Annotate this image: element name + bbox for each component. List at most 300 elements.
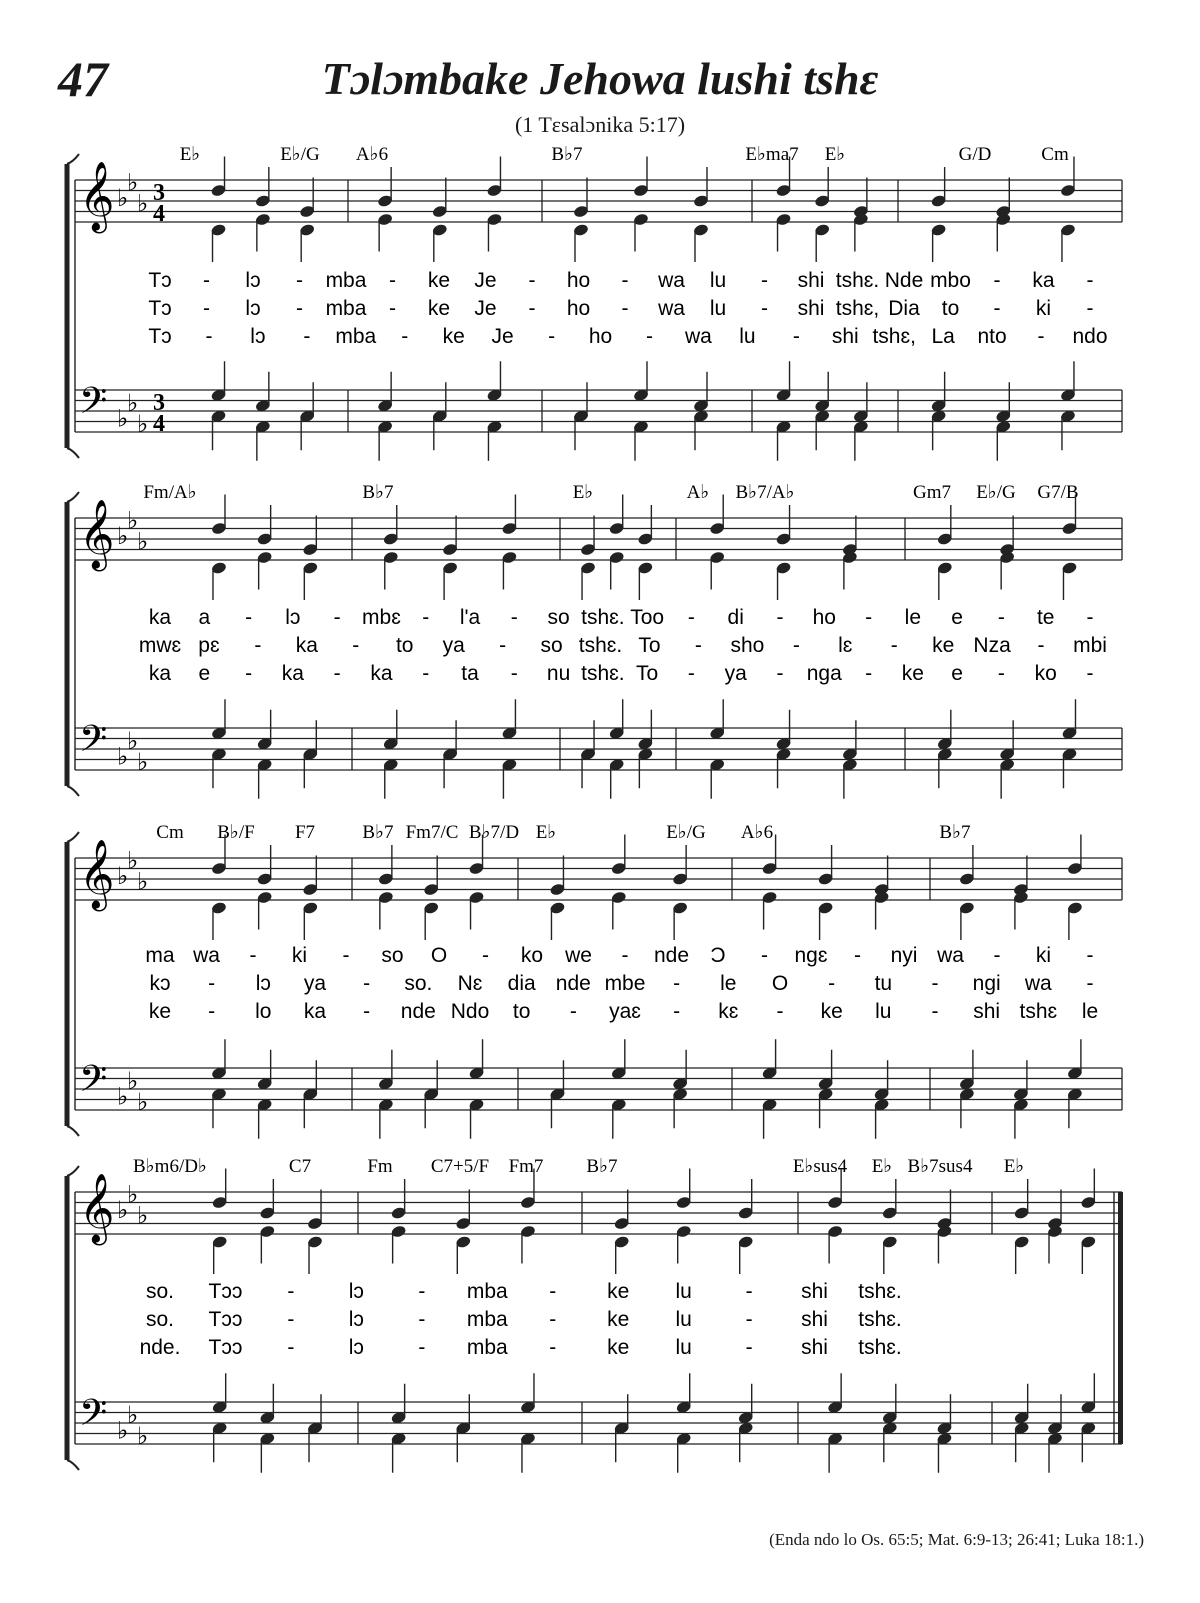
chord-symbol: C7+5/F bbox=[430, 1156, 490, 1177]
lyric-syllable: so. bbox=[145, 1280, 175, 1303]
lyric-syllable: mbe bbox=[604, 972, 646, 995]
time-signature: 3 bbox=[153, 180, 165, 206]
lyric-syllable: mbo bbox=[930, 269, 971, 292]
chord-symbol: Gm7 bbox=[913, 482, 951, 503]
lyric-syllable: ke bbox=[442, 325, 465, 348]
lyric-syllable: ma bbox=[145, 944, 175, 967]
lyric-syllable: tshɛ, bbox=[872, 325, 916, 348]
lyric-syllable: wa bbox=[1024, 972, 1052, 995]
lyric-syllable: so. bbox=[404, 972, 433, 995]
lyric-syllable: - bbox=[549, 1280, 557, 1303]
lyric-syllable: - bbox=[363, 972, 371, 995]
chord-symbol: E♭ bbox=[871, 1156, 893, 1177]
lyric-syllable: Je bbox=[491, 325, 514, 348]
lyric-syllable: - bbox=[342, 944, 350, 967]
lyric-syllable: - bbox=[422, 606, 430, 629]
lyric-syllable: - bbox=[1086, 972, 1094, 995]
lyric-syllable: ke bbox=[607, 1336, 630, 1359]
lyric-syllable: ke bbox=[427, 297, 451, 320]
lyric-syllable: shi bbox=[801, 1336, 828, 1359]
lyric-syllable: - bbox=[528, 297, 536, 320]
lyric-syllable: ta bbox=[461, 662, 479, 685]
lyric-syllable: Tɔ bbox=[148, 269, 172, 292]
footnote-references: (Enda ndo lo Os. 65:5; Mat. 6:9-13; 26:41; Luka 18:1.) bbox=[769, 1530, 1144, 1549]
lyric-syllable: ka bbox=[1032, 269, 1055, 292]
lyric-syllable: lɔ bbox=[348, 1308, 364, 1331]
time-signature: 4 bbox=[153, 411, 165, 437]
lyric-syllable: tshɛ, bbox=[835, 297, 880, 320]
lyric-syllable: shi bbox=[801, 1308, 828, 1331]
lyric-syllable: ke bbox=[820, 1000, 843, 1023]
flat-sign: ♭ bbox=[127, 1402, 139, 1429]
lyric-syllable: wa bbox=[937, 944, 964, 967]
lyric-syllable: tshɛ. bbox=[858, 1308, 902, 1331]
lyric-syllable: to bbox=[941, 297, 960, 320]
lyric-syllable: lɔ bbox=[245, 269, 261, 292]
chord-symbol: B♭7 bbox=[362, 822, 394, 843]
lyric-syllable: - bbox=[673, 1000, 681, 1023]
lyric-syllable: - bbox=[931, 972, 939, 995]
lyric-syllable: La bbox=[931, 325, 955, 348]
lyric-syllable: Tɔɔ bbox=[208, 1336, 243, 1359]
lyric-syllable: Tɔ bbox=[148, 297, 172, 320]
chord-symbol: C7 bbox=[288, 1156, 312, 1177]
lyric-syllable: - bbox=[931, 1000, 939, 1023]
lyric-syllable: ke bbox=[932, 634, 955, 657]
lyric-syllable: - bbox=[1037, 325, 1045, 348]
lyric-syllable: mba bbox=[466, 1280, 508, 1303]
flat-sign: ♭ bbox=[137, 529, 149, 556]
lyric-syllable: ka bbox=[281, 662, 304, 685]
lyric-syllable: so. bbox=[145, 1308, 175, 1331]
bass-clef: 𝄢 bbox=[79, 380, 108, 431]
lyric-syllable: ho bbox=[566, 297, 591, 320]
lyric-syllable: di bbox=[727, 606, 744, 629]
chord-symbol: E♭ma7 bbox=[745, 144, 799, 165]
lyric-syllable: - bbox=[890, 634, 898, 657]
lyric-syllable: - bbox=[993, 297, 1001, 320]
lyric-syllable: - bbox=[510, 606, 518, 629]
lyric-syllable: nde bbox=[653, 944, 690, 967]
lyric-syllable: lɔ bbox=[348, 1280, 364, 1303]
lyric-syllable: - bbox=[761, 297, 768, 320]
system-bracket bbox=[67, 1126, 79, 1136]
treble-clef: 𝄞 bbox=[79, 1173, 115, 1243]
lyric-syllable: so bbox=[381, 944, 404, 967]
lyric-syllable: nyi bbox=[890, 944, 918, 967]
lyric-syllable: mba bbox=[466, 1308, 508, 1331]
lyric-syllable: to bbox=[395, 634, 414, 657]
lyric-syllable: ka bbox=[303, 1000, 327, 1023]
lyric-syllable: - bbox=[287, 1280, 295, 1303]
lyric-syllable: - bbox=[621, 269, 629, 292]
lyric-syllable: - bbox=[510, 662, 518, 685]
lyric-syllable: wa bbox=[684, 325, 712, 348]
lyric-syllable: - bbox=[569, 1000, 577, 1023]
flat-sign: ♭ bbox=[117, 406, 129, 433]
chord-symbol: E♭ bbox=[179, 144, 201, 165]
lyric-syllable: ka bbox=[148, 606, 172, 629]
lyric-syllable: To bbox=[636, 662, 659, 685]
lyric-syllable: wa bbox=[658, 269, 685, 292]
lyric-syllable: - bbox=[761, 944, 768, 967]
lyric-syllable: ke bbox=[607, 1308, 630, 1331]
lyric-syllable: - bbox=[776, 606, 784, 629]
lyric-syllable: - bbox=[865, 606, 873, 629]
treble-clef: 𝄞 bbox=[79, 839, 115, 909]
lyric-syllable: - bbox=[694, 634, 702, 657]
lyric-syllable: mbɛ bbox=[362, 606, 401, 629]
lyric-syllable: sho bbox=[730, 634, 765, 657]
flat-sign: ♭ bbox=[117, 1084, 129, 1111]
lyric-syllable: - bbox=[1086, 944, 1094, 967]
lyric-syllable: ki bbox=[1035, 297, 1052, 320]
lyric-syllable: tshɛ bbox=[1019, 1000, 1058, 1023]
system-bracket bbox=[67, 1460, 79, 1470]
lyric-syllable: - bbox=[287, 1308, 295, 1331]
lyric-syllable: - bbox=[245, 662, 253, 685]
flat-sign: ♭ bbox=[117, 524, 129, 550]
lyric-syllable: lu bbox=[709, 269, 727, 292]
system-bracket bbox=[67, 492, 79, 502]
lyric-syllable: - bbox=[548, 325, 556, 348]
lyric-syllable: nde bbox=[400, 1000, 436, 1023]
lyric-syllable: mwɛ bbox=[138, 634, 182, 657]
flat-sign: ♭ bbox=[117, 1198, 129, 1224]
lyric-syllable: O bbox=[430, 944, 448, 967]
chord-symbol: B♭7 bbox=[939, 822, 971, 843]
lyric-syllable: - bbox=[792, 634, 800, 657]
chord-symbol: B♭7 bbox=[586, 1156, 618, 1177]
lyric-syllable: lu bbox=[709, 297, 727, 320]
lyric-syllable: - bbox=[1086, 606, 1094, 629]
lyric-syllable: - bbox=[352, 634, 360, 657]
flat-sign: ♭ bbox=[127, 728, 139, 755]
chord-symbol: E♭/G bbox=[976, 482, 1016, 503]
lyric-syllable: e bbox=[951, 662, 963, 685]
lyric-syllable: lɛ bbox=[838, 634, 853, 657]
lyric-syllable: - bbox=[621, 297, 629, 320]
chord-symbol: F7 bbox=[294, 822, 316, 843]
chord-symbol: E♭ bbox=[1003, 1156, 1025, 1177]
lyric-syllable: nga bbox=[806, 662, 842, 685]
flat-sign: ♭ bbox=[127, 1068, 139, 1095]
flat-sign: ♭ bbox=[117, 1418, 129, 1445]
flat-sign: ♭ bbox=[137, 191, 149, 218]
lyric-syllable: lu bbox=[739, 325, 756, 348]
lyric-syllable: lɔ bbox=[250, 325, 266, 348]
lyric-syllable: shi bbox=[797, 269, 825, 292]
lyric-syllable: lɔ bbox=[255, 972, 271, 995]
lyric-syllable: mba bbox=[325, 297, 367, 320]
lyric-syllable: ya bbox=[303, 972, 327, 995]
lyric-syllable: ka bbox=[295, 634, 318, 657]
lyric-syllable: ke bbox=[901, 662, 924, 685]
chord-symbol: B♭7sus4 bbox=[907, 1156, 973, 1177]
lyric-syllable: lɔ bbox=[245, 297, 261, 320]
lyric-syllable: Nde bbox=[884, 269, 924, 292]
lyric-syllable: e bbox=[951, 606, 963, 629]
lyric-syllable: - bbox=[1086, 297, 1094, 320]
lyric-syllable: Nza bbox=[973, 634, 1011, 657]
lyric-syllable: Tɔɔ bbox=[208, 1308, 243, 1331]
lyric-syllable: - bbox=[203, 269, 210, 292]
flat-sign: ♭ bbox=[127, 848, 139, 875]
chord-symbol: B♭7 bbox=[362, 482, 394, 503]
lyric-syllable: te bbox=[1036, 606, 1055, 629]
lyric-syllable: - bbox=[1086, 662, 1094, 685]
lyric-syllable: - bbox=[249, 944, 257, 967]
lyric-syllable: Nɛ bbox=[457, 972, 483, 995]
lyric-syllable: kɔ bbox=[149, 972, 171, 995]
lyric-syllable: ki bbox=[291, 944, 308, 967]
flat-sign: ♭ bbox=[137, 749, 149, 776]
lyric-syllable: mba bbox=[466, 1336, 508, 1359]
flat-sign: ♭ bbox=[127, 170, 139, 197]
lyric-syllable: ke bbox=[607, 1280, 630, 1303]
lyric-syllable: so bbox=[540, 634, 563, 657]
lyric-syllable: lu bbox=[675, 1336, 692, 1359]
lyric-syllable: - bbox=[745, 1308, 753, 1331]
chord-symbol: E♭ bbox=[824, 144, 846, 165]
lyric-syllable: ko bbox=[520, 944, 544, 967]
lyric-syllable: ke bbox=[427, 269, 451, 292]
system-bracket bbox=[67, 448, 79, 458]
lyric-syllable: mba bbox=[335, 325, 377, 348]
lyric-syllable: ndo bbox=[1072, 325, 1108, 348]
lyric-syllable: ka bbox=[370, 662, 393, 685]
lyric-syllable: mba bbox=[325, 269, 367, 292]
lyric-syllable: - bbox=[549, 1336, 557, 1359]
lyric-syllable: tshɛ. bbox=[578, 634, 623, 657]
lyric-syllable: nto bbox=[977, 325, 1007, 348]
flat-sign: ♭ bbox=[127, 1182, 139, 1209]
lyric-syllable: - bbox=[389, 297, 396, 320]
lyric-syllable: le bbox=[720, 972, 737, 995]
lyric-syllable: lu bbox=[875, 1000, 892, 1023]
lyric-syllable: - bbox=[997, 606, 1005, 629]
lyric-syllable: - bbox=[363, 1000, 371, 1023]
system-bracket bbox=[67, 154, 79, 164]
lyric-syllable: - bbox=[993, 944, 1001, 967]
lyric-syllable: tshɛ. bbox=[858, 1336, 902, 1359]
lyric-syllable: - bbox=[645, 325, 653, 348]
chord-symbol: E♭ bbox=[572, 482, 594, 503]
chord-symbol: B♭7/D bbox=[468, 822, 520, 843]
lyric-syllable: - bbox=[303, 325, 311, 348]
chord-symbol: A♭6 bbox=[740, 822, 774, 843]
lyric-syllable: nde. bbox=[139, 1336, 181, 1359]
lyric-syllable: - bbox=[422, 662, 430, 685]
scripture-reference: (1 Tɛsalɔnika 5:17) bbox=[514, 112, 686, 137]
lyric-syllable: O bbox=[771, 972, 789, 995]
lyric-syllable: - bbox=[745, 1280, 753, 1303]
lyric-syllable: tshɛ. bbox=[581, 606, 625, 629]
lyric-syllable: - bbox=[205, 325, 213, 348]
lyric-syllable: - bbox=[296, 297, 303, 320]
flat-sign: ♭ bbox=[117, 744, 129, 771]
lyric-syllable: ho bbox=[812, 606, 836, 629]
flat-sign: ♭ bbox=[137, 1089, 149, 1116]
chord-symbol: Cm bbox=[1041, 144, 1069, 165]
lyric-syllable: wa bbox=[658, 297, 685, 320]
chord-symbol: Fm7 bbox=[508, 1156, 544, 1177]
lyric-syllable: Dia bbox=[888, 297, 920, 320]
flat-sign: ♭ bbox=[137, 411, 149, 438]
lyric-syllable: so bbox=[547, 606, 570, 629]
lyric-syllable: - bbox=[418, 1336, 426, 1359]
lyric-syllable: - bbox=[287, 1336, 295, 1359]
treble-clef: 𝄞 bbox=[79, 499, 115, 569]
lyric-syllable: nde bbox=[555, 972, 591, 995]
lyric-syllable: ki bbox=[1035, 944, 1052, 967]
lyric-syllable: Ndo bbox=[450, 1000, 490, 1023]
chord-symbol: B♭/F bbox=[217, 822, 255, 843]
lyric-syllable: - bbox=[621, 944, 629, 967]
lyric-syllable: ke bbox=[148, 1000, 172, 1023]
chord-symbol: B♭m6/D♭ bbox=[133, 1156, 207, 1177]
lyric-syllable: - bbox=[333, 606, 341, 629]
final-barline bbox=[1118, 1192, 1123, 1444]
lyric-syllable: we bbox=[565, 944, 592, 967]
lyric-syllable: - bbox=[997, 662, 1005, 685]
lyric-syllable: tshɛ. bbox=[835, 269, 880, 292]
system-bracket bbox=[67, 1166, 79, 1176]
lyric-syllable: lɔ bbox=[348, 1336, 364, 1359]
system-bracket bbox=[67, 786, 79, 796]
lyric-syllable: - bbox=[673, 972, 681, 995]
treble-clef: 𝄞 bbox=[79, 161, 115, 231]
lyric-syllable: - bbox=[333, 662, 341, 685]
lyric-syllable: pɛ bbox=[198, 634, 220, 657]
lyric-syllable: - bbox=[254, 634, 262, 657]
lyric-syllable: - bbox=[865, 662, 873, 685]
lyric-syllable: kɛ bbox=[718, 1000, 739, 1023]
lyric-syllable: - bbox=[993, 269, 1001, 292]
lyric-syllable: - bbox=[687, 606, 695, 629]
lyric-syllable: - bbox=[203, 297, 210, 320]
lyric-syllable: Tɔ bbox=[148, 325, 172, 348]
chord-symbol: E♭/G bbox=[666, 822, 706, 843]
lyric-syllable: - bbox=[208, 972, 216, 995]
chord-symbol: A♭6 bbox=[355, 144, 389, 165]
bass-clef: 𝄢 bbox=[79, 1058, 108, 1109]
lyric-syllable: To bbox=[638, 634, 661, 657]
chord-symbol: B♭7 bbox=[551, 144, 583, 165]
lyric-syllable: mbi bbox=[1073, 634, 1107, 657]
lyric-syllable: tshɛ. bbox=[581, 662, 625, 685]
lyric-syllable: - bbox=[549, 1308, 557, 1331]
lyric-syllable: ko bbox=[1034, 662, 1057, 685]
flat-sign: ♭ bbox=[117, 864, 129, 890]
lyric-syllable: ngɛ bbox=[794, 944, 828, 967]
chord-symbol: Fm7/C bbox=[405, 822, 459, 843]
lyric-syllable: - bbox=[245, 606, 253, 629]
lyric-syllable: lo bbox=[255, 1000, 272, 1023]
chord-symbol: Fm/A♭ bbox=[143, 482, 197, 503]
flat-sign: ♭ bbox=[137, 1203, 149, 1230]
flat-sign: ♭ bbox=[127, 390, 139, 417]
chord-symbol: E♭sus4 bbox=[792, 1156, 848, 1177]
lyric-syllable: ya bbox=[442, 634, 465, 657]
lyric-syllable: dia bbox=[507, 972, 536, 995]
lyric-syllable: shi bbox=[831, 325, 859, 348]
lyric-syllable: - bbox=[854, 944, 861, 967]
lyric-syllable: - bbox=[1086, 269, 1094, 292]
lyric-syllable: - bbox=[792, 325, 800, 348]
lyric-syllable: - bbox=[401, 325, 409, 348]
bass-clef: 𝄢 bbox=[79, 1392, 108, 1443]
chord-symbol: B♭7/A♭ bbox=[735, 482, 795, 503]
lyric-syllable: - bbox=[776, 1000, 784, 1023]
lyric-syllable: tshɛ. bbox=[858, 1280, 902, 1303]
lyric-syllable: nu bbox=[546, 662, 571, 685]
lyric-syllable: Je bbox=[474, 297, 497, 320]
lyric-syllable: Tɔɔ bbox=[208, 1280, 243, 1303]
chord-symbol: Cm bbox=[156, 822, 184, 843]
hymn-number: 47 bbox=[58, 51, 108, 107]
lyric-syllable: - bbox=[296, 269, 303, 292]
system-bracket bbox=[67, 832, 79, 842]
lyric-syllable: - bbox=[499, 634, 507, 657]
lyric-syllable: a bbox=[198, 606, 211, 629]
time-signature: 4 bbox=[153, 201, 165, 227]
lyric-syllable: ka bbox=[148, 662, 172, 685]
lyric-syllable: - bbox=[208, 1000, 216, 1023]
lyric-syllable: shi bbox=[797, 297, 825, 320]
lyric-syllable: - bbox=[418, 1308, 426, 1331]
bass-clef: 𝄢 bbox=[79, 718, 108, 769]
chord-symbol: E♭ bbox=[535, 822, 557, 843]
lyric-syllable: Too bbox=[630, 606, 665, 629]
lyric-syllable: le bbox=[904, 606, 922, 629]
lyric-syllable: le bbox=[1081, 1000, 1099, 1023]
lyric-syllable: lu bbox=[675, 1308, 692, 1331]
hymn-title: Tɔlɔmbake Jehowa lushi tshɛ bbox=[321, 53, 879, 104]
lyric-syllable: tu bbox=[874, 972, 893, 995]
lyric-syllable: ngi bbox=[972, 972, 1001, 995]
lyric-syllable: shi bbox=[973, 1000, 1001, 1023]
lyric-syllable: to bbox=[512, 1000, 531, 1023]
lyric-syllable: ho bbox=[588, 325, 613, 348]
flat-sign: ♭ bbox=[137, 1423, 149, 1450]
lyric-syllable: l'a bbox=[459, 606, 481, 629]
lyric-syllable: - bbox=[828, 972, 836, 995]
lyric-syllable: lu bbox=[675, 1280, 692, 1303]
lyric-syllable: Ɔ bbox=[710, 944, 726, 967]
lyric-syllable: - bbox=[528, 269, 536, 292]
flat-sign: ♭ bbox=[137, 869, 149, 896]
lyric-syllable: - bbox=[761, 269, 768, 292]
lyric-syllable: yaɛ bbox=[609, 1000, 641, 1023]
chord-symbol: A♭ bbox=[686, 482, 710, 503]
lyric-syllable: lɔ bbox=[285, 606, 301, 629]
chord-symbol: G7/B bbox=[1037, 482, 1079, 503]
flat-sign: ♭ bbox=[117, 186, 129, 212]
flat-sign: ♭ bbox=[127, 508, 139, 535]
chord-symbol: G/D bbox=[958, 144, 992, 165]
lyric-syllable: - bbox=[776, 662, 784, 685]
chord-symbol: Fm bbox=[367, 1156, 393, 1177]
lyric-syllable: wa bbox=[193, 944, 220, 967]
time-signature: 3 bbox=[153, 390, 165, 416]
lyric-syllable: - bbox=[418, 1280, 426, 1303]
lyric-syllable: ho bbox=[566, 269, 591, 292]
lyric-syllable: - bbox=[687, 662, 695, 685]
lyric-syllable: shi bbox=[801, 1280, 828, 1303]
lyric-syllable: e bbox=[198, 662, 211, 685]
lyric-syllable: - bbox=[745, 1336, 753, 1359]
